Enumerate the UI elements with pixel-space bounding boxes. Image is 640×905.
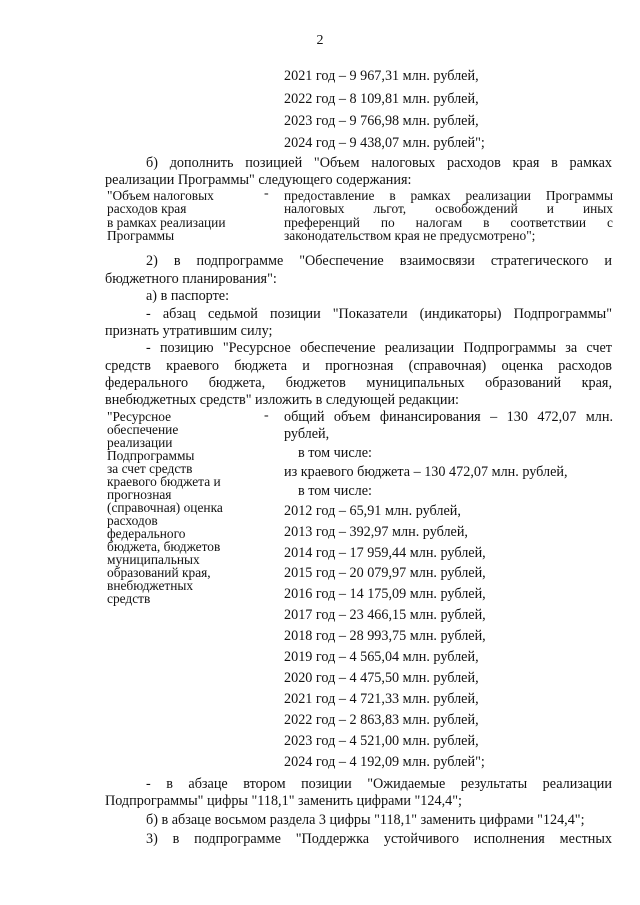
year-line: 2013 год – 392,97 млн. рублей, (284, 524, 468, 540)
table-left-cell: муниципальных (107, 552, 200, 567)
budget-line: 2021 год – 9 967,31 млн. рублей, (284, 68, 479, 84)
table-dash: - (264, 408, 269, 423)
table-left-cell: Подпрограммы (107, 448, 195, 463)
year-line: 2019 год – 4 565,04 млн. рублей, (284, 649, 479, 665)
table-left-cell: "Ресурсное (107, 409, 172, 424)
year-line: 2022 год – 2 863,83 млн. рублей, (284, 712, 479, 728)
year-line: 2012 год – 65,91 млн. рублей, (284, 503, 461, 519)
table-left-cell: в рамках реализации (107, 215, 226, 230)
table-right-cell: рублей, (284, 426, 330, 442)
year-line: 2020 год – 4 475,50 млн. рублей, (284, 670, 479, 686)
paragraph-line: реализации Программы" следующего содержания: (105, 172, 412, 188)
year-line: 2018 год – 28 993,75 млн. рублей, (284, 628, 486, 644)
paragraph-line: внебюджетных средств" изложить в следующей редакции: (105, 392, 460, 408)
paragraph-line: бюджетного планирования": (105, 271, 277, 287)
table-right-cell: преференций по налогам в соответствии с (284, 215, 613, 230)
paragraph-line: федерального бюджета, бюджетов муниципальных образований края, (105, 375, 612, 391)
table-right-cell: из краевого бюджета – 130 472,07 млн. рублей, (284, 464, 568, 480)
year-line: 2014 год – 17 959,44 млн. рублей, (284, 545, 486, 561)
table-right-cell: в том числе: (298, 445, 372, 461)
table-right-cell: налоговых льгот, освобождений и иных (284, 201, 613, 216)
paragraph-line: б) дополнить позицией "Объем налоговых расходов края в рамках (146, 155, 612, 171)
table-left-cell: расходов края (107, 201, 187, 216)
year-line: 2015 год – 20 079,97 млн. рублей, (284, 565, 486, 581)
year-line: 2017 год – 23 466,15 млн. рублей, (284, 607, 486, 623)
paragraph-a: а) в паспорте: (146, 288, 230, 304)
year-line: 2023 год – 4 521,00 млн. рублей, (284, 733, 479, 749)
table-right-cell: общий объем финансирования – 130 472,07 млн. (284, 409, 613, 425)
paragraph-line: - позицию "Ресурсное обеспечение реализации Подпрограммы за счет (146, 340, 612, 356)
table-left-cell: за счет средств (107, 461, 193, 476)
paragraph-line: 2) в подпрограмме "Обеспечение взаимосвязи стратегического и (146, 253, 612, 269)
table-right-cell: предоставление в рамках реализации Программы (284, 188, 613, 203)
table-left-cell: внебюджетных (107, 578, 194, 593)
paragraph-3: 3) в подпрограмме "Поддержка устойчивого исполнения местных (146, 831, 612, 847)
budget-line: 2022 год – 8 109,81 млн. рублей, (284, 91, 479, 107)
table-left-cell: бюджета, бюджетов (107, 539, 221, 554)
budget-line: 2024 год – 9 438,07 млн. рублей"; (284, 135, 485, 151)
table-left-cell: средств (107, 591, 151, 606)
paragraph-line: Подпрограммы" цифры "118,1" заменить цифрами "124,4"; (105, 793, 462, 809)
table-left-cell: расходов (107, 513, 158, 528)
paragraph-line: средств краевого бюджета и прогнозная (справочная) оценка расходов (105, 358, 612, 374)
table-left-cell: обеспечение (107, 422, 179, 437)
paragraph-line: признать утратившим силу; (105, 323, 273, 339)
budget-line: 2023 год – 9 766,98 млн. рублей, (284, 113, 479, 129)
year-line: 2016 год – 14 175,09 млн. рублей, (284, 586, 486, 602)
table-right-cell: в том числе: (298, 483, 372, 499)
table-left-cell: реализации (107, 435, 173, 450)
year-line: 2021 год – 4 721,33 млн. рублей, (284, 691, 479, 707)
paragraph-line: - абзац седьмой позиции "Показатели (индикаторы) Подпрограммы" (146, 306, 612, 322)
paragraph-b2: б) в абзаце восьмом раздела 3 цифры "118,1" заменить цифрами "124,4"; (146, 812, 585, 828)
table-left-cell: (справочная) оценка (107, 500, 223, 515)
table-left-cell: Программы (107, 228, 175, 243)
table-left-cell: "Объем налоговых (107, 188, 214, 203)
table-left-cell: образований края, (107, 565, 211, 580)
table-left-cell: прогнозная (107, 487, 172, 502)
table-left-cell: федерального (107, 526, 186, 541)
table-left-cell: краевого бюджета и (107, 474, 221, 489)
paragraph-line: - в абзаце втором позиции "Ожидаемые результаты реализации (146, 776, 612, 792)
year-line: 2024 год – 4 192,09 млн. рублей"; (284, 754, 485, 770)
page-number: 2 (316, 33, 324, 48)
table-right-cell: законодательством края не предусмотрено"; (284, 228, 536, 243)
table-dash: - (264, 186, 269, 201)
